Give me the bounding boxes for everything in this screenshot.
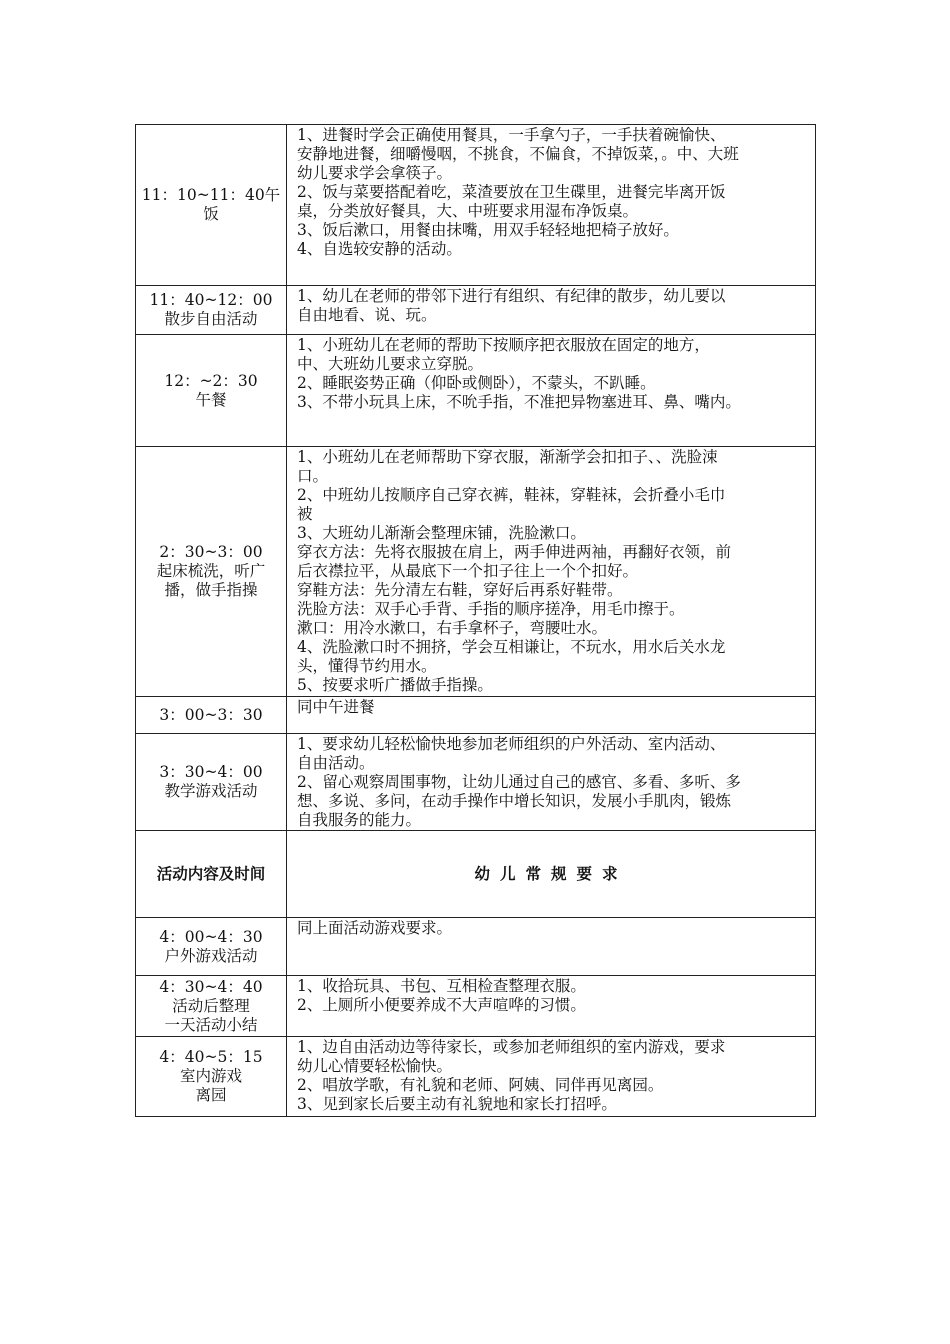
requirement-line: 2、饭与菜要搭配着吃，菜渣要放在卫生碟里，进餐完毕离开饭 xyxy=(297,183,726,201)
schedule-table xyxy=(135,124,816,1117)
requirement-line: 桌，分类放好餐具，大、中班要求用湿布净饭桌。 xyxy=(297,202,639,220)
time-line: 教学游戏活动 xyxy=(164,782,258,800)
requirement-line: 3、大班幼儿渐渐会整理床铺，洗脸漱口。 xyxy=(297,524,586,542)
schedule-body xyxy=(136,125,816,1117)
requirement-line: 1、小班幼儿在老师帮助下穿衣服，渐渐学会扣扣子、、洗脸涑 xyxy=(297,448,718,466)
time-cell xyxy=(136,447,287,697)
time-line: 室内游戏 xyxy=(179,1067,242,1085)
requirement-line: 穿鞋方法：先分清左右鞋，穿好后再系好鞋带。 xyxy=(297,581,623,599)
requirement-line: 2、睡眠姿势正确（仰卧或侧卧），不蒙头，不趴睡。 xyxy=(297,374,656,392)
time-cell xyxy=(136,286,287,335)
schedule-row xyxy=(136,125,816,286)
requirement-cell xyxy=(287,976,816,1037)
requirement-line: 3、见到家长后要主动有礼貌地和家长打招呼。 xyxy=(297,1095,617,1113)
requirement-line: 中、大班幼儿要求立穿脱。 xyxy=(297,355,484,373)
requirement-cell xyxy=(287,918,816,976)
time-line: 播，做手指操 xyxy=(164,581,258,599)
time-line: 4：40~5：15 xyxy=(159,1048,263,1066)
time-line: 起床梳洗，听广 xyxy=(156,562,266,580)
header-requirement-label: 幼儿常规要求 xyxy=(287,831,816,918)
requirement-line: 口。 xyxy=(297,467,329,485)
requirement-cell xyxy=(287,286,816,335)
requirement-line: 2、唱放学歌，有礼貌和老师、阿姨、同伴再见离园。 xyxy=(297,1076,664,1094)
requirement-line: 5、按要求听广播做手指操。 xyxy=(297,676,493,694)
time-cell xyxy=(136,335,287,447)
requirement-line: 同中午进餐 xyxy=(297,698,375,716)
requirement-line: 1、小班幼儿在老师的帮助下按顺序把衣服放在固定的地方， xyxy=(297,336,710,354)
requirement-line: 1、进餐时学会正确使用餐具，一手拿勺子，一手扶着碗愉快、 xyxy=(297,126,726,144)
time-cell xyxy=(136,125,287,286)
schedule-row xyxy=(136,447,816,697)
time-line: 活动后整理 xyxy=(172,996,250,1015)
schedule-row xyxy=(136,976,816,1037)
requirement-line: 2、中班幼儿按顺序自己穿衣裤，鞋袜，穿鞋袜，会折叠小毛巾 xyxy=(297,486,726,504)
requirement-line: 3、饭后漱口，用餐由抹嘴，用双手轻轻地把椅子放好。 xyxy=(297,221,679,239)
requirement-line: 1、要求幼儿轻松愉快地参加老师组织的户外活动、室内活动、 xyxy=(297,735,726,753)
requirement-cell xyxy=(287,125,816,286)
requirement-line: 同上面活动游戏要求。 xyxy=(297,919,453,937)
requirement-line: 自我服务的能力。 xyxy=(297,811,422,829)
requirement-line: 洗脸方法：双手心手背、手指的顺序搓净，用毛巾擦于。 xyxy=(297,600,685,618)
schedule-row xyxy=(136,335,816,447)
requirement-line: 安静地进餐，细嚼慢咽，不挑食，不偏食，不掉饭菜，。中、大班 xyxy=(297,145,739,163)
time-cell xyxy=(136,697,287,734)
requirement-line: 2、留心观察周围事物，让幼儿通过自己的感官、多看、多听、多 xyxy=(297,773,741,791)
time-cell xyxy=(136,734,287,831)
time-line: 一天活动小结 xyxy=(164,1015,258,1034)
schedule-row xyxy=(136,1037,816,1117)
time-cell xyxy=(136,1037,287,1117)
requirement-cell xyxy=(287,697,816,734)
requirement-line: 幼儿要求学会拿筷子。 xyxy=(297,164,453,182)
requirement-cell xyxy=(287,447,816,697)
requirement-cell xyxy=(287,335,816,447)
schedule-row xyxy=(136,697,816,734)
time-cell xyxy=(136,918,287,976)
time-line: 散步自由活动 xyxy=(164,310,258,328)
time-line: 午餐 xyxy=(195,390,227,409)
requirement-line: 漱口：用冷水漱口，右手拿杯子，弯腰吐水。 xyxy=(297,619,608,637)
requirement-line: 2、上厕所小便要养成不大声喧哗的习惯。 xyxy=(297,996,586,1014)
requirement-line: 头，懂得节约用水。 xyxy=(297,657,437,675)
requirement-line: 4、自选较安静的活动。 xyxy=(297,240,462,258)
requirement-line: 自由地看、说、玩。 xyxy=(297,306,437,324)
schedule-row xyxy=(136,286,816,335)
time-line: 4：00~4：30 xyxy=(159,927,263,946)
time-line: 11：10~11：40午饭 xyxy=(141,186,281,223)
requirement-line: 1、边自由活动边等待家长，或参加老师组织的室内游戏，要求 xyxy=(297,1038,726,1056)
requirement-cell xyxy=(287,734,816,831)
schedule-row xyxy=(136,918,816,976)
time-line: 2：30~3：00 xyxy=(159,543,263,561)
requirement-line: 幼儿心情要轻松愉快。 xyxy=(297,1057,453,1075)
requirement-line: 后衣襟拉平，从最底下一个扣子往上一个个扣好。 xyxy=(297,562,639,580)
requirement-cell xyxy=(287,1037,816,1117)
header-row xyxy=(136,831,816,918)
requirement-line: 自由活动。 xyxy=(297,754,375,772)
requirement-line: 3、不带小玩具上床，不吮手指，不准把异物塞进耳、鼻、嘴内。 xyxy=(297,393,741,411)
time-line: 12：~2：30 xyxy=(164,371,258,390)
schedule-row xyxy=(136,734,816,831)
requirement-line: 1、幼儿在老师的带邻下进行有组织、有纪律的散步，幼儿要以 xyxy=(297,287,726,305)
time-line: 户外游戏活动 xyxy=(164,946,258,965)
requirement-line: 4、洗脸漱口时不拥挤，学会互相谦让，不玩水，用水后关水龙 xyxy=(297,638,726,656)
requirement-line: 1、收拾玩具、书包、互相检查整理衣服。 xyxy=(297,977,586,995)
time-cell xyxy=(136,976,287,1037)
header-time-label: 活动内容及时间 xyxy=(136,831,287,918)
time-line: 离园 xyxy=(195,1086,227,1104)
time-line: 11：40~12：00 xyxy=(149,291,273,309)
time-line: 4：30~4：40 xyxy=(159,977,263,996)
requirement-line: 想、多说、多问，在动手操作中增长知识，发展小手肌肉，锻炼 xyxy=(297,792,732,810)
requirement-line: 被 xyxy=(297,505,313,523)
time-line: 3：00~3：30 xyxy=(159,705,263,724)
time-line: 3：30~4：00 xyxy=(159,763,263,781)
requirement-line: 穿衣方法：先将衣服披在肩上，两手伸进两袖，再翻好衣领，前 xyxy=(297,543,732,561)
